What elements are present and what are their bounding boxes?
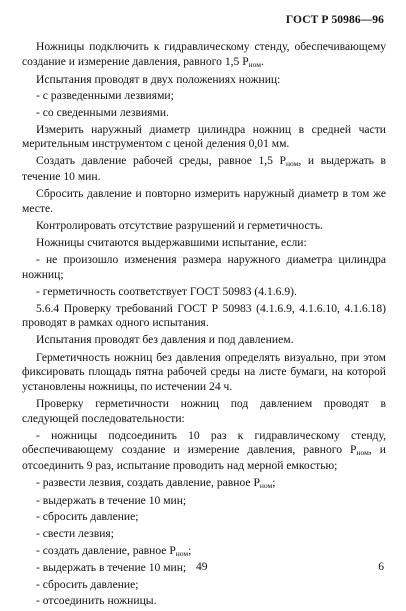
page-number: 49	[196, 561, 208, 573]
sheet-number: 6	[378, 561, 384, 573]
paragraph: Контролировать отсутствие разрушений и герметичность.	[36, 218, 323, 232]
paragraph: Ножницы подключить к гидравлическому стенду, обеспечивающему создание и измерение давления, равного 1,5 Pном.	[22, 40, 386, 69]
list-item: - ножницы подсоединить 10 раз к гидравлическому стенду, обеспечивающему создание и измерение давления, равного Pном, и отсоединить 9 раз, испытание проводить над мерной емкостью;	[22, 428, 386, 472]
list-item: - сбросить давление;	[36, 510, 139, 524]
list-item: - выдержать в течение 10 мин;	[36, 561, 187, 575]
list-item: - с разведенными лезвиями;	[36, 89, 174, 103]
list-item: - выдержать в течение 10 мин;	[36, 493, 187, 507]
paragraph: Сбросить давление и повторно измерить наружный диаметр в том же месте.	[22, 187, 386, 215]
list-item: - сбросить давление;	[36, 577, 139, 591]
paragraph: Проверку герметичности ножниц под давлением проводят в следующей последовательности:	[22, 397, 386, 425]
paragraph: Создать давление рабочей среды, равное 1,5 Pном, и выдержать в течение 10 мин.	[22, 154, 386, 183]
list-item: - со сведенными лезвиями.	[36, 105, 169, 119]
paragraph: Ножницы считаются выдержавшими испытание, если:	[36, 236, 307, 250]
paragraph: Испытания проводят в двух положениях ножниц:	[36, 72, 281, 86]
document-body	[22, 40, 386, 611]
list-item: - развести лезвия, создать давление, равное Pном;	[36, 476, 276, 491]
paragraph: Герметичность ножниц без давления определять визуально, при этом фиксировать площадь пятна рабочей среды на листе бумаги, на которой установлены ножницы, по истечении 24 ч.	[22, 350, 386, 393]
standard-code-header: ГОСТ Р 50986—96	[285, 14, 384, 26]
list-item: - создать давление, равное Pном;	[36, 543, 192, 558]
list-item: - герметичность соответствует ГОСТ 50983 (4.1.6.9).	[36, 285, 297, 299]
list-item: - не произошло изменения размера наружного диаметра цилиндра ножниц;	[22, 253, 386, 281]
paragraph: Испытания проводят без давления и под давлением.	[36, 333, 294, 347]
section-paragraph: 5.6.4 Проверку требований ГОСТ Р 50983 (4.1.6.9, 4.1.6.10, 4.1.6.18) проводят в рамках одного испытания.	[22, 301, 386, 330]
list-item: - отсоединить ножницы.	[36, 594, 157, 608]
paragraph: Измерить наружный диаметр цилиндра ножниц в средней части мерительным инструментом с ценой деления 0,01 мм.	[22, 122, 386, 151]
list-item: - свести лезвия;	[36, 526, 114, 540]
